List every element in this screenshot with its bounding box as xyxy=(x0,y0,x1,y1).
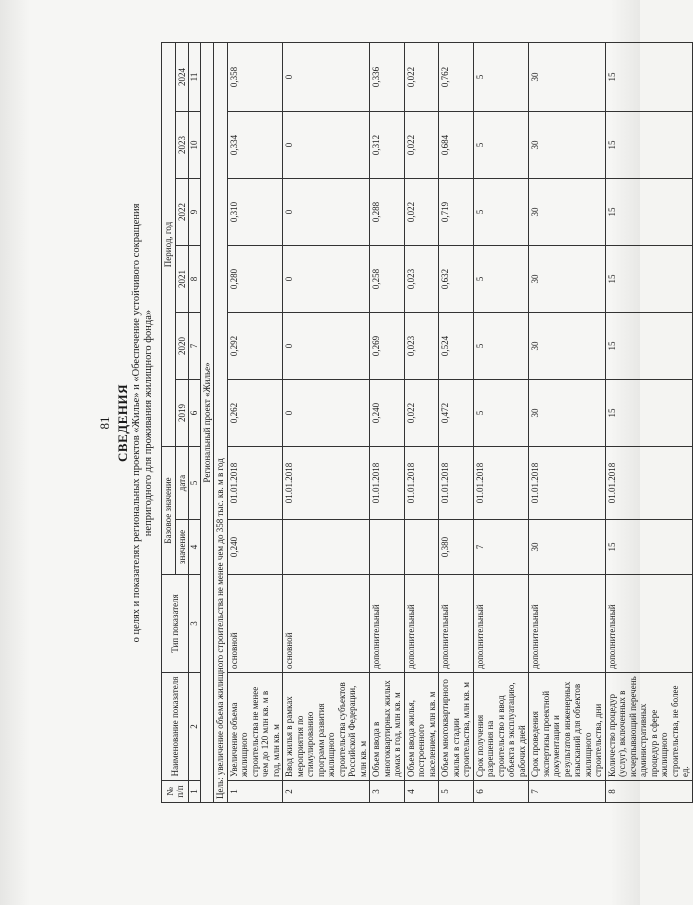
indicator-name: Срок получения разрешения на строительство и ввод объекта в эксплуатацию, рабочих дней xyxy=(473,673,529,781)
header-num: № п/п xyxy=(162,781,189,803)
year-value: 0 xyxy=(283,313,370,380)
goal-row: Цель: увеличение объема жилищного строительства не менее чем до 358 тыс. кв. м в год xyxy=(214,42,228,802)
col-number: 9 xyxy=(189,179,201,246)
document-title: СВЕДЕНИЯ xyxy=(115,384,130,462)
year-value: 0,719 xyxy=(439,179,474,246)
row-number: 1 xyxy=(227,781,283,803)
row-number: 3 xyxy=(370,781,405,803)
indicator-name: Увеличение объема жилищного строительства не менее чем до 120 млн кв. м в год, млн кв. м xyxy=(227,673,283,781)
year-value: 5 xyxy=(473,42,529,111)
col-number: 6 xyxy=(189,380,201,447)
year-value: 0,334 xyxy=(227,112,283,179)
year-value: 0,240 xyxy=(370,380,405,447)
year-value: 0,632 xyxy=(439,246,474,313)
year-value: 15 xyxy=(605,42,692,111)
subtitle-line: о целях и показателях региональных проектов «Жилье» и «Обеспечение устойчивого сокращения xyxy=(131,203,142,643)
header-year: 2023 xyxy=(175,112,189,179)
year-value: 0,762 xyxy=(439,42,474,111)
base-date: 01.01.2018 xyxy=(439,447,474,520)
base-value xyxy=(404,520,439,575)
rotated-document xyxy=(97,43,690,803)
base-value: 30 xyxy=(529,520,606,575)
year-value: 0,472 xyxy=(439,380,474,447)
year-value: 5 xyxy=(473,112,529,179)
base-date: 01.01.2018 xyxy=(227,447,283,520)
table-row xyxy=(439,42,474,802)
row-number: 4 xyxy=(404,781,439,803)
indicator-name: Объем ввода в многоквартирных жилых домах в год, млн кв. м xyxy=(370,673,405,781)
indicator-type: дополнительный xyxy=(529,575,606,673)
year-value: 30 xyxy=(529,380,606,447)
year-value: 0,292 xyxy=(227,313,283,380)
row-number: 7 xyxy=(529,781,606,803)
col-number: 3 xyxy=(189,575,201,673)
year-value: 5 xyxy=(473,313,529,380)
indicator-type: дополнительный xyxy=(370,575,405,673)
base-value: 0,380 xyxy=(439,520,474,575)
header-year: 2020 xyxy=(175,313,189,380)
year-value: 30 xyxy=(529,313,606,380)
indicator-type: основной xyxy=(227,575,283,673)
col-number: 11 xyxy=(189,42,201,111)
page-number: 81 xyxy=(97,416,112,430)
col-number: 5 xyxy=(189,447,201,520)
year-value: 5 xyxy=(473,380,529,447)
header-name: Наименование показателя xyxy=(162,673,189,781)
base-date: 01.01.2018 xyxy=(370,447,405,520)
col-number: 10 xyxy=(189,112,201,179)
year-value: 0,022 xyxy=(404,42,439,111)
year-value: 0,684 xyxy=(439,112,474,179)
year-value: 0,310 xyxy=(227,179,283,246)
table-row xyxy=(473,42,529,802)
year-value: 15 xyxy=(605,246,692,313)
section-title: Региональный проект «Жилье» xyxy=(200,42,214,802)
year-value: 30 xyxy=(529,112,606,179)
col-number: 1 xyxy=(189,781,201,803)
column-number-row xyxy=(189,42,201,802)
year-value: 0,023 xyxy=(404,246,439,313)
year-value: 0,269 xyxy=(370,313,405,380)
col-number: 7 xyxy=(189,313,201,380)
year-value: 0,280 xyxy=(227,246,283,313)
year-value: 0,336 xyxy=(370,42,405,111)
year-value: 0,358 xyxy=(227,42,283,111)
year-value: 15 xyxy=(605,380,692,447)
year-value: 30 xyxy=(529,246,606,313)
year-value: 0,312 xyxy=(370,112,405,179)
year-value: 0,288 xyxy=(370,179,405,246)
table-body xyxy=(227,42,692,802)
base-value xyxy=(283,520,370,575)
year-value: 30 xyxy=(529,179,606,246)
indicator-type: дополнительный xyxy=(605,575,692,673)
header-base: Базовое значение xyxy=(162,447,176,575)
year-value: 30 xyxy=(529,42,606,111)
base-value: 0,240 xyxy=(227,520,283,575)
table-row xyxy=(529,42,606,802)
year-value: 0 xyxy=(283,112,370,179)
table-row xyxy=(605,42,692,802)
indicator-type: дополнительный xyxy=(473,575,529,673)
subtitle-line: непригодного для проживания жилищного фонда» xyxy=(143,309,154,537)
table-row xyxy=(227,42,283,802)
base-date: 01.01.2018 xyxy=(529,447,606,520)
header-year: 2021 xyxy=(175,246,189,313)
table-row xyxy=(283,42,370,802)
base-date: 01.01.2018 xyxy=(473,447,529,520)
row-number: 6 xyxy=(473,781,529,803)
document-subtitle xyxy=(131,43,155,803)
header-year: 2022 xyxy=(175,179,189,246)
indicator-type: дополнительный xyxy=(404,575,439,673)
row-number: 5 xyxy=(439,781,474,803)
indicator-name: Объем ввода жилья, построенного населением, млн кв. м xyxy=(404,673,439,781)
year-value: 15 xyxy=(605,313,692,380)
indicator-name: Срок проведения экспертизы проектной документации и результатов инженерных изысканий для объектов жилищного строительства, дни xyxy=(529,673,606,781)
base-value: 15 xyxy=(605,520,692,575)
year-value: 0,262 xyxy=(227,380,283,447)
header-year: 2019 xyxy=(175,380,189,447)
col-number: 2 xyxy=(189,673,201,781)
year-value: 0,022 xyxy=(404,112,439,179)
year-value: 0,022 xyxy=(404,380,439,447)
row-number: 8 xyxy=(605,781,692,803)
year-value: 0,023 xyxy=(404,313,439,380)
base-date: 01.01.2018 xyxy=(404,447,439,520)
base-date: 01.01.2018 xyxy=(605,447,692,520)
year-value: 0 xyxy=(283,42,370,111)
header-base-value: значение xyxy=(175,520,189,575)
year-value: 0,022 xyxy=(404,179,439,246)
col-number: 8 xyxy=(189,246,201,313)
table-row xyxy=(404,42,439,802)
base-date: 01.01.2018 xyxy=(283,447,370,520)
year-value: 5 xyxy=(473,246,529,313)
year-value: 0 xyxy=(283,246,370,313)
header-base-date: дата xyxy=(175,447,189,520)
indicator-type: основной xyxy=(283,575,370,673)
year-value: 0,258 xyxy=(370,246,405,313)
base-value xyxy=(370,520,405,575)
indicators-table xyxy=(161,42,693,803)
year-value: 0 xyxy=(283,179,370,246)
header-type: Тип показателя xyxy=(162,575,189,673)
indicator-name: Объем многоквартирного жилья в стадии строительства, млн кв. м xyxy=(439,673,474,781)
header-period: Период, год xyxy=(162,42,176,446)
header-year: 2024 xyxy=(175,42,189,111)
col-number: 4 xyxy=(189,520,201,575)
table-row xyxy=(370,42,405,802)
base-value: 7 xyxy=(473,520,529,575)
indicator-name: Количество процедур (услуг), включенных в исчерпывающий перечень административных процедур в сфере жилищного строительства, не более ед. xyxy=(605,673,692,781)
year-value: 15 xyxy=(605,112,692,179)
year-value: 0,524 xyxy=(439,313,474,380)
row-number: 2 xyxy=(283,781,370,803)
year-value: 0 xyxy=(283,380,370,447)
year-value: 5 xyxy=(473,179,529,246)
indicator-type: дополнительный xyxy=(439,575,474,673)
indicator-name: Ввод жилья в рамках мероприятия по стимулированию программ развития жилищного строительства субъектов Российской Федерации, млн кв. м xyxy=(283,673,370,781)
year-value: 15 xyxy=(605,179,692,246)
